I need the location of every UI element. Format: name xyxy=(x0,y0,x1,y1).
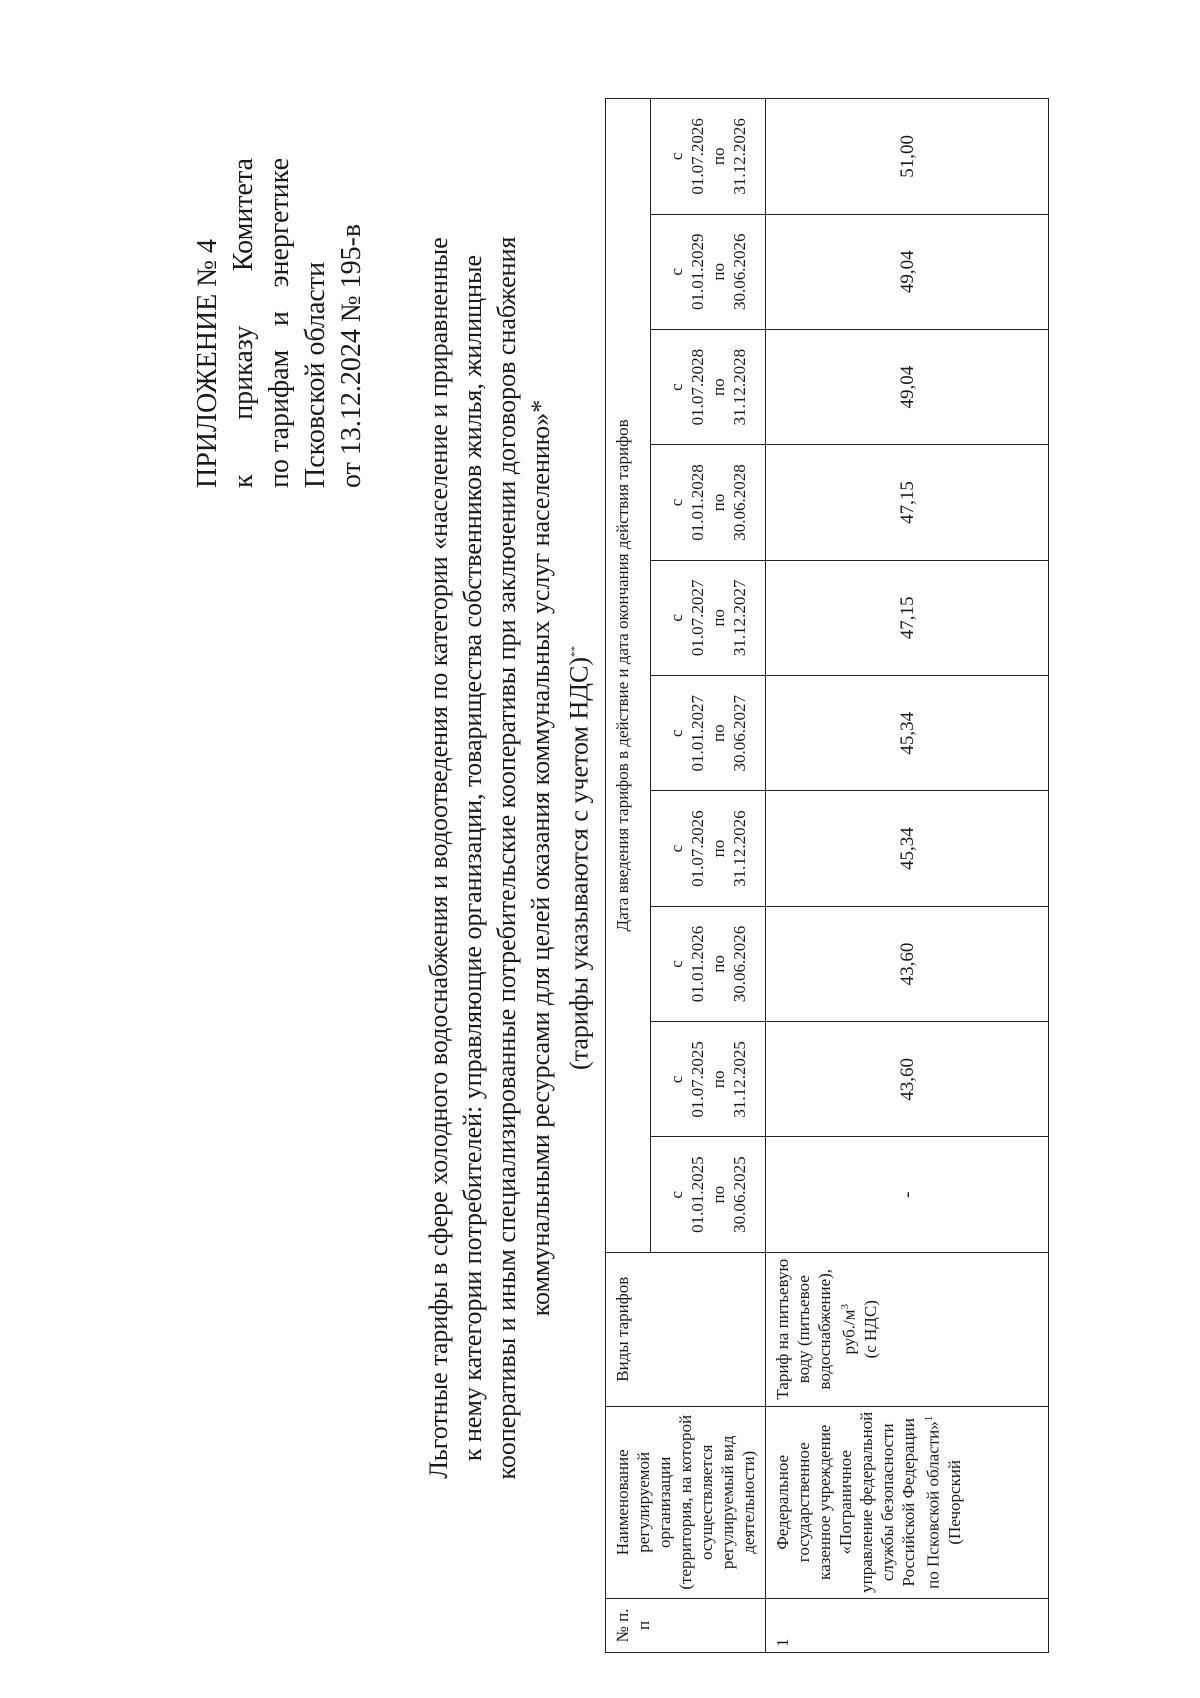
title-line-1: Льготные тарифы в сфере холодного водоснабжения и водоотведения по категории «население и приравненные xyxy=(424,237,453,1479)
title-line-2: к нему категории потребителей: управляющие организации, товарищества собственников жилья, жилищные xyxy=(458,254,487,1462)
header-dates: Дата введения тарифов в действие и дата окончания действия тарифов xyxy=(606,99,651,1253)
header-row-1 xyxy=(606,99,651,1653)
period-header xyxy=(651,906,766,1021)
period-from: с xyxy=(667,960,687,968)
appendix-word: приказу xyxy=(228,325,259,420)
tariff-value: 47,15 xyxy=(766,445,1049,560)
period-from: с xyxy=(667,614,687,622)
period-from: с xyxy=(667,383,687,391)
period-header xyxy=(651,560,766,675)
tariff-value: 51,00 xyxy=(766,99,1049,215)
period-start: 01.01.2029 xyxy=(688,233,708,311)
appendix-line-1 xyxy=(190,158,226,488)
period-start: 01.07.2026 xyxy=(688,118,708,195)
tariff-table xyxy=(605,98,1049,1653)
tariff-value: 43,60 xyxy=(766,906,1049,1021)
appendix-line-5 xyxy=(334,158,370,488)
period-header xyxy=(651,791,766,906)
period-end: 31.12.2027 xyxy=(730,579,750,657)
document-title xyxy=(422,148,597,1568)
period-from: с xyxy=(667,1190,687,1199)
appendix-word: к xyxy=(228,474,259,488)
period-from: с xyxy=(667,1075,687,1084)
period-end: 30.06.2025 xyxy=(730,1156,750,1233)
period-from: с xyxy=(667,729,687,737)
tariff-value: 49,04 xyxy=(766,214,1049,329)
appendix-line-4 xyxy=(298,158,334,488)
period-to: по xyxy=(709,1185,729,1204)
period-end: 31.12.2025 xyxy=(730,1041,750,1118)
period-start: 01.07.2025 xyxy=(688,1041,708,1118)
period-to: по xyxy=(709,378,729,396)
appendix-word: энергетике xyxy=(264,158,295,288)
tariff-value: 47,15 xyxy=(766,560,1049,675)
title-line-4: коммунальными ресурсами для целей оказания коммунальных услуг населению»* xyxy=(526,399,555,1317)
appendix-word: и xyxy=(264,311,295,327)
org-territory: (Печорский xyxy=(944,1459,964,1545)
period-to: по xyxy=(709,955,729,973)
period-header xyxy=(651,1137,766,1252)
tariff-value: 45,34 xyxy=(766,791,1049,906)
tariff-vat: (с НДС) xyxy=(860,1300,880,1359)
period-to: по xyxy=(709,262,729,281)
appendix-line-2 xyxy=(226,158,262,488)
period-to: по xyxy=(709,839,729,858)
tariff-value: 49,04 xyxy=(766,329,1049,444)
period-end: 30.06.2028 xyxy=(730,464,750,541)
table-row xyxy=(766,99,1049,1653)
period-to: по xyxy=(709,493,729,512)
period-start: 01.01.2026 xyxy=(688,925,708,1003)
appendix-order-date: от 13.12.2024 № 195-в xyxy=(336,223,367,488)
row-tariff-type xyxy=(766,1252,1049,1406)
period-header xyxy=(651,1022,766,1137)
header-org: Наименование регулируемой организации (территория, на которой осуществляется регулируемый вид деятельности) xyxy=(606,1406,766,1598)
tariff-value: - xyxy=(766,1137,1049,1252)
unit-exponent: 3 xyxy=(839,1304,851,1310)
tariff-value: 43,60 xyxy=(766,1022,1049,1137)
period-end: 31.12.2026 xyxy=(730,810,750,887)
title-line-5 xyxy=(558,148,597,1568)
period-start: 01.01.2025 xyxy=(688,1156,708,1233)
period-to: по xyxy=(709,147,729,166)
title-vat-note: (тарифы указываются с учетом НДС) xyxy=(564,657,594,1071)
title-footnote-mark: ** xyxy=(569,646,581,657)
org-footnote-mark: 1 xyxy=(923,1415,935,1422)
period-start: 01.07.2028 xyxy=(688,348,708,426)
appendix-line-3 xyxy=(262,158,298,488)
period-header xyxy=(651,676,766,791)
header-num: № п. п xyxy=(606,1598,766,1652)
period-header xyxy=(651,445,766,560)
period-end: 30.06.2026 xyxy=(730,925,750,1003)
header-tariff-type: Виды тарифов xyxy=(606,1252,766,1406)
appendix-region: Псковской области xyxy=(300,261,331,488)
period-header xyxy=(651,99,766,215)
appendix-word: Комитета xyxy=(228,158,259,272)
appendix-title: ПРИЛОЖЕНИЕ № 4 xyxy=(192,239,223,488)
period-from: с xyxy=(667,268,687,276)
period-end: 31.12.2028 xyxy=(730,348,750,426)
period-start: 01.07.2027 xyxy=(688,579,708,657)
title-line-3: кооперативы и иным специализированные потребительские кооперативы при заключении договоров снабжения xyxy=(492,236,521,1480)
period-end: 30.06.2026 xyxy=(730,233,750,311)
period-from: с xyxy=(667,498,687,507)
period-to: по xyxy=(709,724,729,743)
tariff-type-text: Тариф на питьевую воду (питьевое водоснабжение), руб./м xyxy=(773,1258,859,1400)
period-to: по xyxy=(709,1070,729,1089)
period-start: 01.01.2028 xyxy=(688,464,708,541)
appendix-word: по тарифам xyxy=(264,349,295,488)
period-to: по xyxy=(709,609,729,627)
row-num: 1 xyxy=(766,1598,1049,1652)
period-header xyxy=(651,214,766,329)
period-start: 01.07.2026 xyxy=(688,810,708,887)
period-end: 31.12.2026 xyxy=(730,118,750,195)
row-org xyxy=(766,1406,1049,1598)
period-end: 30.06.2027 xyxy=(730,694,750,772)
tariff-value: 45,34 xyxy=(766,676,1049,791)
appendix-header xyxy=(190,158,370,488)
period-from: с xyxy=(667,844,687,853)
period-from: с xyxy=(667,152,687,161)
org-name: Федеральное государственное казенное учреждение «Пограничное управление федеральной службы безопасности Российской Федерации по Псковской области» xyxy=(773,1411,943,1593)
period-start: 01.01.2027 xyxy=(688,694,708,772)
period-header xyxy=(651,329,766,444)
